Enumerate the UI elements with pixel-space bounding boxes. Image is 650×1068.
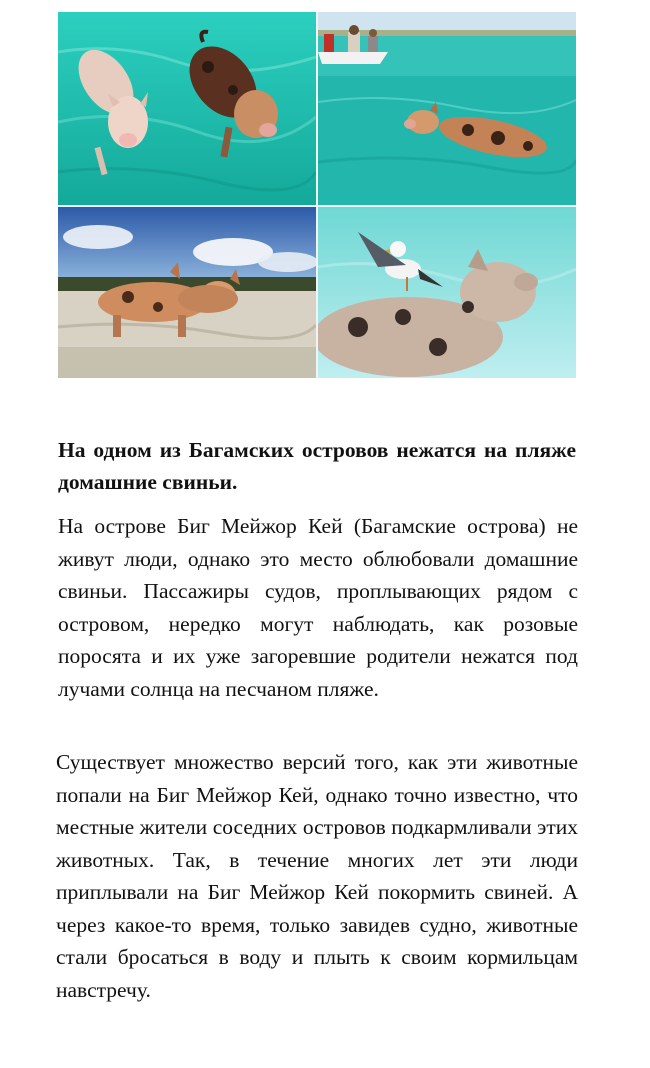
photo-pig-with-seagull xyxy=(318,207,576,378)
photo-two-pigs-swimming xyxy=(58,12,316,205)
photo-collage xyxy=(58,12,576,378)
photo-pig-swimming-near-boat xyxy=(318,12,576,205)
article-title: На одном из Багамских островов нежатся на пляже домашние свиньи. xyxy=(58,438,576,494)
photo-pigs-on-beach xyxy=(58,207,316,378)
article-paragraph-2: Существует множество версий того, как эти животные попали на Биг Мейжор Кей, однако точно известно, что местные жители соседних островов подкармливали этих животных. Так, в течение многих лет эти люди приплывали на Биг Мейжор Кей покормить свиней. А через какое-то время, только завидев судно, животные стали бросаться в воду и плыть к своим кормильцам навстречу. xyxy=(56,750,578,1002)
article-paragraph-1: На острове Биг Мейжор Кей (Багамские острова) не живут люди, однако это место облюбовали домашние свиньи. Пассажиры судов, проплывающих рядом с островом, нередко могут наблюдать, как розовые поросята и их уже загоревшие родители нежатся под лучами солнца на песчаном пляже. xyxy=(58,514,578,701)
